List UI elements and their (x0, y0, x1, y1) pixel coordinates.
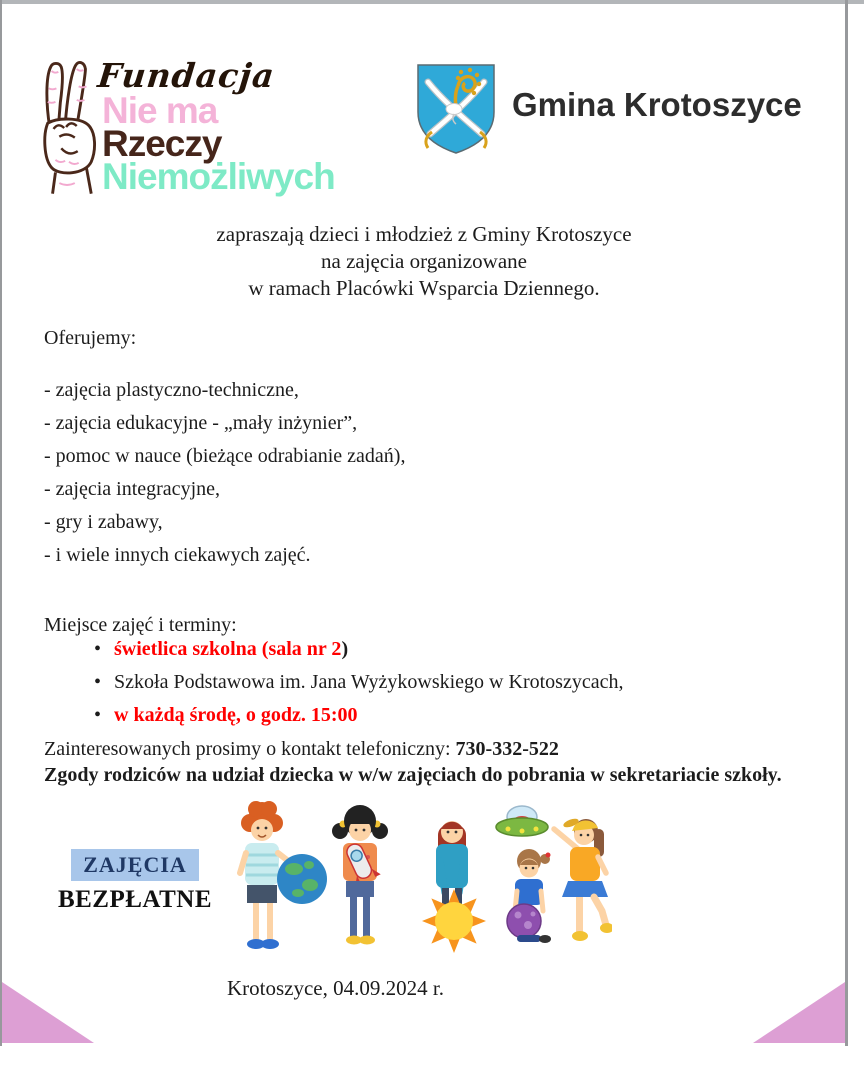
page-border-left (0, 0, 2, 1046)
offer-item: - zajęcia edukacyjne - „mały inżynier”, (44, 412, 358, 434)
offer-list (44, 379, 405, 577)
offer-item: - zajęcia plastyczno-techniczne, (44, 379, 299, 401)
coat-of-arms-icon (414, 62, 498, 156)
ufo-icon (496, 806, 548, 836)
corner-triangle-right (753, 982, 845, 1043)
intro-line-1: zapraszają dzieci i młodzież z Gminy Krotoszyce (216, 222, 632, 246)
schedule-item-school-text: Szkoła Podstawowa im. Jana Wyżykowskiego w Krotoszycach, (114, 671, 624, 693)
contact-label: Zainteresowanych prosimy o kontakt telefoniczny: (44, 738, 456, 760)
corner-triangle-left (2, 982, 94, 1043)
date-line: Krotoszyce, 04.09.2024 r. (227, 976, 444, 1000)
offer-heading: Oferujemy: (44, 327, 137, 349)
girl-with-sun (422, 821, 486, 953)
bullet-icon: • (94, 704, 102, 726)
foundation-word-niema: Nie ma (102, 90, 218, 131)
schedule-item-time-text: w każdą środę, o godz. 15:00 (114, 704, 358, 726)
sun-icon (422, 889, 486, 953)
contact-block (44, 736, 782, 788)
girl-with-planet (507, 849, 551, 943)
girl-with-cap (554, 817, 612, 941)
page-border-top (0, 0, 864, 4)
phone-number: 730-332-522 (455, 738, 559, 760)
contact-line (44, 736, 782, 762)
bullet-icon: • (94, 671, 102, 693)
consent-line: Zgody rodziców na udział dziecka w w/w zajęciach do pobrania w sekretariacie szkoły. (44, 764, 782, 786)
schedule-heading: Miejsce zajęć i terminy: (44, 614, 237, 636)
foundation-word-rzeczy: Rzeczy (102, 123, 222, 164)
boy-with-globe (240, 801, 327, 949)
girl-with-rocket (332, 805, 388, 945)
offer-item: - zajęcia integracyjne, (44, 478, 220, 500)
offer-item: - pomoc w nauce (bieżące odrabianie zadań), (44, 445, 406, 467)
intro-line-3: w ramach Placówki Wsparcia Dziennego. (248, 276, 600, 300)
badge-line-bezplatne: BEZPŁATNE (57, 886, 213, 913)
children-science-illustration (212, 797, 612, 963)
foundation-word-fundacja: Fundacja (95, 56, 277, 95)
offer-item: - i wiele innych ciekawych zajęć. (44, 544, 311, 566)
intro-paragraph (0, 221, 848, 302)
foundation-word-niemozliwych: Niemożliwych (102, 156, 335, 197)
page-border-right (845, 0, 848, 1046)
schedule-item-time (94, 704, 623, 737)
schedule-list (94, 638, 623, 737)
foundation-logo (40, 56, 360, 201)
schedule-item-room (94, 638, 623, 671)
municipality-name: Gmina Krotoszyce (512, 86, 802, 123)
free-activities-badge (36, 849, 234, 914)
schedule-item-school (94, 671, 623, 704)
bullet-icon: • (94, 638, 102, 660)
offer-item: - gry i zabawy, (44, 511, 163, 533)
badge-line-zajecia: ZAJĘCIA (71, 849, 199, 881)
intro-line-2: na zajęcia organizowane (321, 249, 527, 273)
schedule-item-room-text: świetlica szkolna (sala nr 2 (114, 638, 342, 660)
peace-hand-icon (40, 58, 98, 196)
schedule-item-room-suffix: ) (341, 638, 349, 660)
